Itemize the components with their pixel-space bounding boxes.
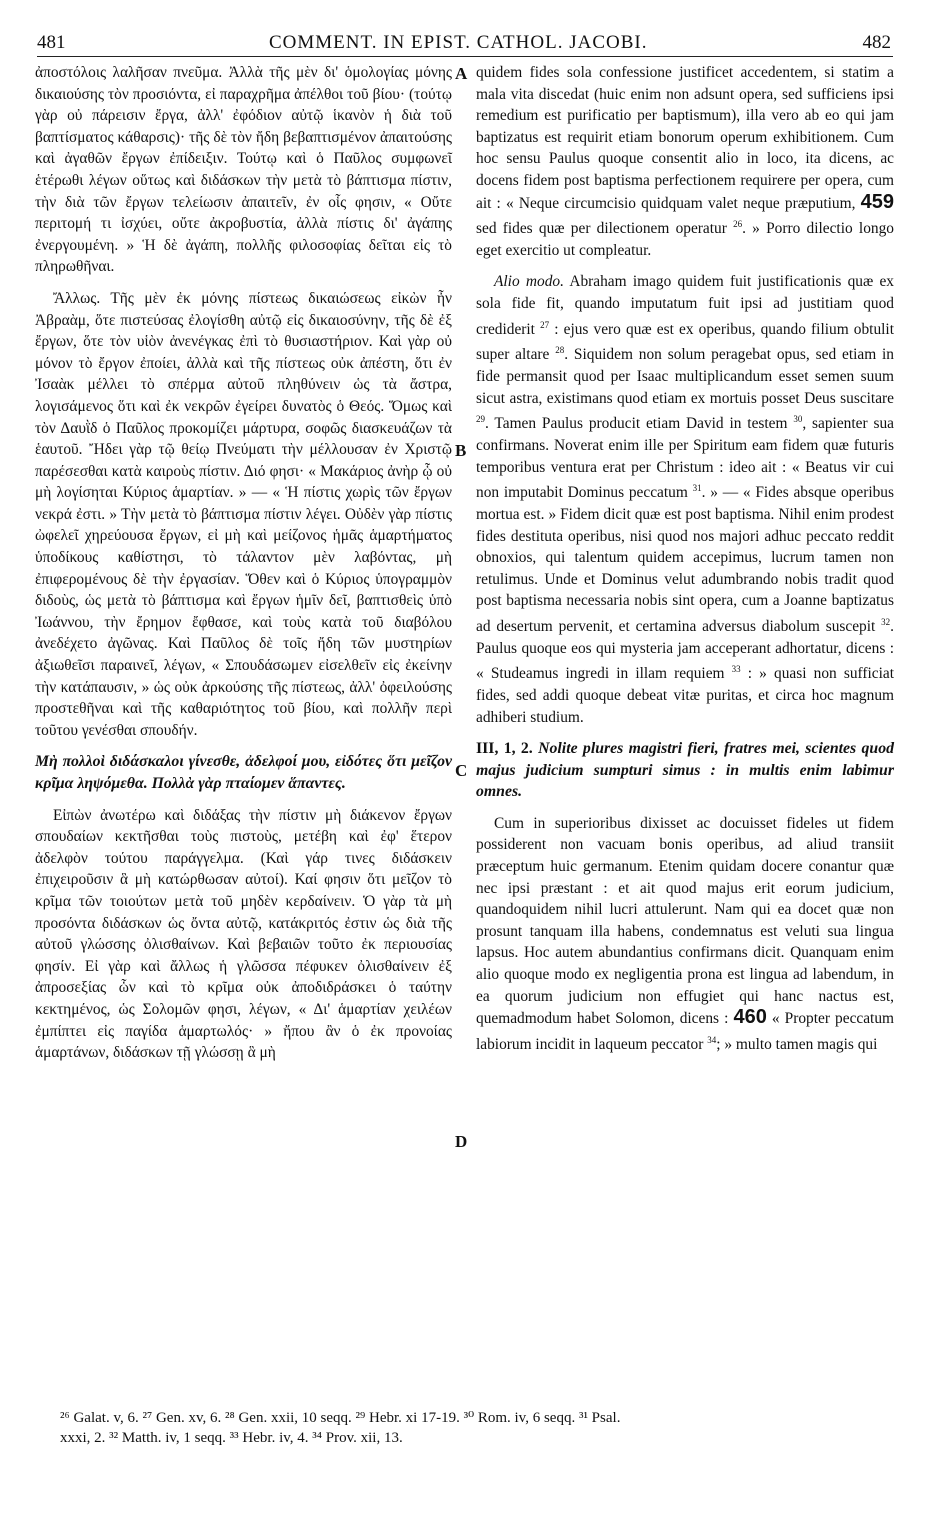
footnote-line: xxxi, 2. ³² Matth. iv, 1 seqq. ³³ Hebr. iv, 4. ³⁴ Prov. xii, 13. <box>60 1430 403 1446</box>
greek-paragraph: ἀποστόλοις λαλῆσαν πνεῦμα. Ἀλλὰ τῆς μὲν δι' ὁμολογίας μόνης δικαιούσης τὸν προσιόντα, εἰ παραχρῆμα ἀπέλθοι τοῦ βίου· (τούτῳ γὰρ οὐ πάρεισιν ἔργα, ἀλλ' ἐφόδιον αὐτῷ ἱκανὸν ἡ διὰ τοῦ βαπτίσματος κάθαρσις)· τῆς δὲ τὸν ἤδη βεβαπτισμένον ἀπαιτούσης καὶ ἀγαθῶν ἔργων ἐπίδειξιν. Τούτῳ καὶ ὁ Παῦλος συμφωνεῖ ἑτέρωθι λέγων οὕτως καὶ διδάσκων τὴν μετὰ τὸ βάπτισμα πίστιν, τὴν διὰ τῶν ἔργων τελείωσιν ἀπαιτεῖν, ἐν οἷς φησιν, « Οὔτε περιτομή τι ἰσχύει, οὔτε ἀκροβυστία, ἀλλὰ πίστις δι' ἀγάπης ἐνεργουμένη. » Ἡ δὲ ἀγάπη, πολλῆς φιλοσοφίας δεῖται εἰς τὸ πληρωθῆναι. <box>35 64 452 276</box>
footnote-ref: 34 <box>707 1034 717 1045</box>
greek-column <box>35 62 452 1064</box>
running-title: COMMENT. IN EPIST. CATHOL. JACOBI. <box>269 32 648 53</box>
footnote-ref: 29 <box>476 414 485 425</box>
running-header <box>37 30 893 57</box>
margin-letter-b: B <box>455 441 467 460</box>
page-number-right: 482 <box>862 32 891 53</box>
latin-paragraph: Cum in superioribus dixisset ac docuisset fideles ut fidem possiderent non vacuam bonis operibus, ad aliud transiit præceptum huic germanum. Etenim quidam docere conantur quæ nec ipsi præstant : et ait quod majus erit eorum judicium, quandoquidem nihil lucri attulerunt. Nam qui ea docet quæ non prosunt tanquam illa habens, condemnatus est veluti sua lingua lapsus. Hoc autem abundantius confirmans dicit. Quanquam enim alio quoque modo ex negligentia prona est lingua ad labendum, in ea quorum judicium non effugiet qui hanc nactus est, quemadmodum habet Solomon, dicens : 460 « Propter peccatum labiorum incidit in laqueum peccator $^{34}$; » multo tamen magis qui <box>476 814 895 1053</box>
margin-letter-d: D <box>455 1132 468 1151</box>
footnote-ref: 31 <box>692 483 702 494</box>
latin-column <box>476 62 894 1056</box>
footnote-ref: 33 <box>731 664 741 675</box>
footnote-ref: 30 <box>793 414 803 425</box>
margin-letter-c: C <box>455 761 468 780</box>
greek-paragraph: Ἄλλως. Τῆς μὲν ἐκ μόνης πίστεως δικαιώσεως εἰκὼν ἦν Ἀβραὰμ, ὅτε πιστεύσας ἐλογίσθη αὐτῷ εἰς δικαιοσύνην, τῆς δὲ ἐξ ἔργων, ὅτε τὸν υἱὸν ἀνενέγκας ἐπὶ τὸ θυσιαστήριον. Καὶ γὰρ οὐ μόνον τὸ ἔργον ἐποίει, ἀλλὰ καὶ τῆς πίστεως οὐκ ἀπέστη, ὅτι ἐν Ἰσαὰκ μέλλει τὸ σπέρμα αὐτοῦ πληθύνειν ὡς τὰ ἄστρα, λογισάμενος ὅτι καὶ ἐκ νεκρῶν ἐγείρει δυνατὸς ὁ Θεός. Ὅμως καὶ τὸν Δαυῒδ ὁ Παῦλος προκομίζει μάρτυρα, σοφῶς διασκευάζων τὰ ἑαυτοῦ. Ἤδει γὰρ τῷ θείῳ Πνεύματι τὴν μέλλουσαν ἐν Χριστῷ παρέσεσθαι κατὰ καιροὺς πίστιν. Διό φησι· « Μακάριος ἀνὴρ ᾧ οὐ μὴ λογίσηται Κύριος ἁμαρτίαν. » — « Ἡ πίστις χωρὶς τῶν ἔργων νεκρά ἐστι. » Τὴν μετὰ τὸ βάπτισμα πίστιν λέγει. Οὐδὲν γὰρ πίστις ὠφελεῖ χηρεύουσα ἔργων, εἰ μὴ καὶ μείζονος ἡμᾶς ἁμαρτήματος ὑποδίκους καθίστησι, τὸ τάλαντον μὲν λαβόντας, μὴ ἐπιφερομένους δὲ τὴν ἐργασίαν. Ὅθεν καὶ ὁ Κύριος ὑπογραμμὸν διδοὺς, ὡς μετὰ τὸ βάπτισμα καὶ ἔργων ἡμῖν δεῖ, βαπτισθεὶς ὑπὸ Ἰωάννου, τὴν ἔρημον ἔφθασε, καὶ τοὺς κατὰ τοῦ διαβόλου ἀνεδέχετο ἀγῶνας. Καὶ Παῦλος δὲ τοῖς ἤδη τῶν μυστηρίων ἀξιωθεῖσι παραινεῖ, λέγων, « Σπουδάσωμεν εἰσελθεῖν εἰς ἐκείνην τὴν κατάπαυσιν, » ὡς οὐκ ἀρκούσης τῆς πίστεως, ἀλλ' ὀφειλούσης προστεθῆναι καὶ τῆς καθαριότητος τοῦ βίου, καὶ πολλῆν περὶ τοῦτου γενέσθαι σπουδήν. <box>35 289 452 739</box>
footnote-ref: 32 <box>881 616 891 627</box>
greek-lemma: Μὴ πολλοὶ διδάσκαλοι γίνεσθε, ἀδελφοί μου, εἰδότες ὅτι μεῖζον κρῖμα ληψόμεθα. Πολλὰ γὰρ πταίομεν ἅπαντες. <box>35 753 452 792</box>
margin-letter-a: A <box>455 64 468 83</box>
footnotes <box>60 1408 895 1448</box>
footnote-ref: 27 <box>540 319 550 330</box>
latin-paragraph: quidem fides sola confessione justificet accedentem, si statim a mala vita discedat (huic enim non adsunt opera, sed sufficiens ipsi remedium est purificatio per baptismum), illa vero ab eo qui jam baptizatus est requirit etiam bonorum operum exhibitionem. Cum hoc sensu Paulus quoque consentit alio in loco, ita dicens, ac docens fidem post baptisma perfectionem requirere per opera, cum ait : « Neque circumcisio quidquam valet neque præputium, 459 sed fides quæ per dilectionem operatur $^{26}$. » Porro dilectio longo eget exercitio ut compleatur. <box>476 64 894 259</box>
latin-lemma: III, 1, 2. Nolite plures magistri fieri, fratres mei, scientes quod majus judicium sumpturi simus : in multis enim labimur omnes. <box>476 740 895 801</box>
footnote-ref: 26 <box>733 219 743 230</box>
column-number-marker: 460 <box>733 1006 767 1029</box>
column-number-marker: 459 <box>860 190 894 213</box>
page-number-left: 481 <box>37 32 66 53</box>
footnote-ref: 28 <box>555 345 565 356</box>
latin-paragraph: Alio modo. Abraham imago quidem fuit justificationis quæ ex sola fide fit, quando imputatum fuit ipsi ad justitiam quod crediderit $^{27}$ : ejus vero quæ est ex operibus, quando filium obtulit super altare $^{28}$. Siquidem non solum peragebat opus, sed etiam in fide permansit quod per Isaac multiplicandum esset semen suum sicut astra, existimans quod etiam ex mortuis posset Deus suscitare $^{29}$. Tamen Paulus producit etiam David in testem $^{30}$, sapienter sua confirmans. Noverat enim ille per Spiritum eam fidem quæ futuris temporibus ventura erat per Christum : ideo ait : « Beatus vir cui non imputabit Dominus peccatum $^{31}$. » — « Fides absque operibus mortua est. » Fidem dicit quæ est post baptisma. Nihil enim prodest fides destituta operibus, nisi quod nos majori adhuc peccato reddit obnoxios, qui talentum quidem accepimus, lucrum tamen non retulimus. Unde et Dominus velut adumbrando nobis tradit quod post baptisma necessaria nobis sint opera, cum a Joanne baptizatus ad desertum pervenit, et certamina adversus diabolum suscepit $^{32}$. Paulus quoque eos qui mysteria jam acceperant adhortatur, dicens : « Studeamus ingredi in illam requiem $^{33}$ : » quasi non sufficiat fides, sed addi quoque debeat vitæ puritas, et circa hoc magnum adhiberi studium. <box>476 273 894 726</box>
greek-paragraph: Εἰπὼν ἀνωτέρω καὶ διδάξας τὴν πίστιν μὴ διάκενον ἔργων σπουδαίων κεκτῆσθαι τοὺς πιστοὺς, μετέβη καὶ ἐφ' ἕτερον ἀδελφὸν τούτου παράγγελμα. (Καὶ γάρ τινες διδάσκειν ἐπιχειροῦσιν ἃ μὴ κατώρθωσαν αὐτοί). Καί φησιν ὅτι μεῖζον τὸ κρῖμα τῶν τοιούτων μετὰ τοῦ μηδὲν κερδαίνειν. Ὁ γὰρ τὰ μὴ προσόντα διδάσκων ὡς ὄντα αὐτῷ, κατάκριτός ἐστιν ὡς διὰ τῆς αὐτοῦ γλώσσης ὀλισθαίνων. Καὶ βεβαιῶν τοῦτο ἐκ περιουσίας φησίν. Εἰ γὰρ καὶ ἄλλως ἡ γλῶσσα πέφυκεν ὀλισθαίνειν ἐξ ἀπροσεξίας ὧν καὶ τὸ κρῖμα οὐκ ἀποδιδράσκει ὁ ταύτην κεκτημένος, ὡς Σολομῶν φησι, λέγων, « Δι' ἁμαρτίαν χειλέων ἐμπίπτει εἰς παγίδα ἁμαρτωλός· » ἤπου ἂν ὁ ἐκ προνοίας ἁμαρτάνων, διδάσκων τῇ γλώσσῃ ἃ μὴ <box>35 806 452 1062</box>
footnote-line: ²⁶ Galat. v, 6. ²⁷ Gen. xv, 6. ²⁸ Gen. xxii, 10 seqq. ²⁹ Hebr. xi 17-19. ³⁰ Rom. iv, 6 seqq. ³¹ Psal. <box>60 1410 621 1426</box>
